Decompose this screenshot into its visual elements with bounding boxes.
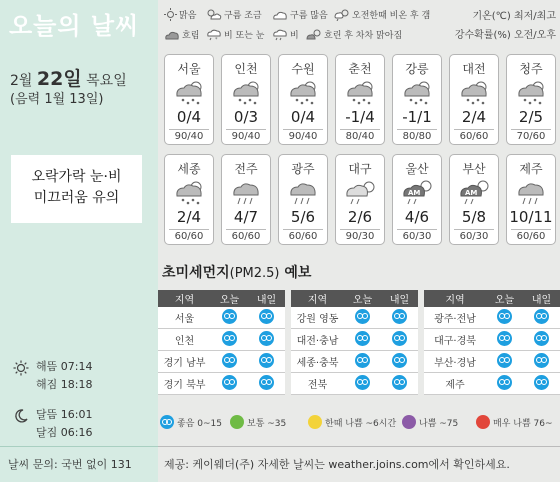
svg-text:AM: AM <box>408 189 421 197</box>
legend-item <box>164 8 196 21</box>
page-title: 오늘의 날씨 <box>9 12 140 40</box>
city-card <box>449 154 499 245</box>
am-rain-icon <box>459 178 491 206</box>
city-rain-probability: 90/40 <box>231 131 261 142</box>
good-face-icon <box>534 353 549 368</box>
pm-table-column <box>291 290 418 395</box>
good-face-icon <box>259 353 274 368</box>
city-temperature: -1/4 <box>345 108 375 126</box>
pm-head-region: 지역 <box>445 295 465 306</box>
bad-face-icon <box>402 415 416 429</box>
weather-notice <box>11 155 142 223</box>
moonset-time: 06:16 <box>60 426 93 439</box>
good-face-icon <box>497 375 512 390</box>
legend-item <box>306 28 402 41</box>
bad-short-face-icon <box>308 415 322 429</box>
divider <box>340 229 380 230</box>
divider <box>283 129 323 130</box>
pm-legend-item <box>230 415 286 429</box>
snow-cloud-icon <box>231 78 263 106</box>
divider <box>511 129 551 130</box>
divider <box>226 229 266 230</box>
pm-table-column <box>424 290 560 395</box>
legend-few-clouds: 구름 조금 <box>224 11 262 21</box>
legend-item <box>334 8 430 21</box>
legend-item <box>272 28 299 41</box>
good-face-icon <box>222 309 237 324</box>
pm-table-row <box>291 351 418 373</box>
pm-legend-bad: 나쁨 ~75 <box>419 418 459 429</box>
divider <box>397 229 437 230</box>
sunrise-time: 07:14 <box>60 360 93 373</box>
city-card <box>506 154 556 245</box>
date-day: 22일 <box>36 68 82 90</box>
city-name: 울산 <box>405 162 429 176</box>
snow-cloud-icon <box>345 78 377 106</box>
city-rain-probability: 60/30 <box>402 231 432 242</box>
legend-am-rain-clear: 오전한때 비온 후 갬 <box>352 11 431 21</box>
pm-head-today: 오늘 <box>352 295 373 306</box>
city-name: 제주 <box>519 162 543 176</box>
city-temperature: 4/7 <box>233 208 259 226</box>
good-face-icon <box>259 331 274 346</box>
city-rain-probability: 60/60 <box>459 131 489 142</box>
good-face-icon <box>355 375 370 390</box>
good-face-icon <box>392 353 407 368</box>
pm-legend-item <box>476 415 553 429</box>
svg-text:*: * <box>215 37 218 41</box>
city-card <box>278 54 328 145</box>
pm-legend-item <box>402 415 458 429</box>
city-rain-probability: 90/40 <box>174 131 204 142</box>
pm-table-row <box>291 373 418 395</box>
legend-item <box>206 28 265 41</box>
legend-sunny: 맑음 <box>179 11 197 21</box>
city-card <box>335 54 385 145</box>
good-face-icon <box>497 353 512 368</box>
pm-region: 대구·경북 <box>434 336 476 347</box>
pm-table-header <box>291 290 418 307</box>
pm-legend-very-bad: 매우 나쁨 76~ <box>493 418 553 429</box>
pm-head-region: 지역 <box>174 295 195 306</box>
legend-many-clouds: 구름 많음 <box>290 11 328 21</box>
good-face-icon <box>534 309 549 324</box>
city-card <box>221 154 271 245</box>
good-face-icon <box>222 353 237 368</box>
city-rain-probability: 80/40 <box>345 131 375 142</box>
pm-head-tomorrow: 내일 <box>389 295 410 306</box>
city-temperature: 2/4 <box>461 108 487 126</box>
pm-table-column <box>158 290 285 395</box>
city-card <box>278 154 328 245</box>
city-name: 서울 <box>177 62 201 76</box>
left-panel <box>0 0 158 482</box>
pm-region: 경기 남부 <box>163 358 206 369</box>
pm-head-today: 오늘 <box>219 295 240 306</box>
cloudy-then-clear-icon <box>306 28 322 41</box>
lunar-date: (음력 1월 13일) <box>10 92 104 107</box>
snow-cloud-icon <box>288 78 320 106</box>
mostly-cloudy-icon <box>272 8 288 21</box>
divider <box>283 229 323 230</box>
very-bad-face-icon <box>476 415 490 429</box>
good-face-icon <box>259 375 274 390</box>
city-card <box>164 54 214 145</box>
notice-line-2: 미끄러움 유의 <box>33 190 120 206</box>
am-rain-icon <box>402 178 434 206</box>
pm-region: 부산·경남 <box>434 358 476 369</box>
city-temperature: 10/11 <box>509 208 553 226</box>
source-credit: 제공: 케이웨더(주) 자세한 날씨는 weather.joins.com에서 확인하세요. <box>158 446 560 482</box>
sunset-time: 18:18 <box>60 378 93 391</box>
divider <box>511 229 551 230</box>
good-face-icon <box>222 375 237 390</box>
city-name: 강릉 <box>405 62 429 76</box>
divider <box>169 229 209 230</box>
city-card <box>221 54 271 145</box>
rain-probability-unit: 강수확률(%) 오전/오후 <box>454 30 556 41</box>
city-temperature: 0/4 <box>176 108 202 126</box>
pm-legend-normal: 보통 ~35 <box>247 418 287 429</box>
snow-cloud-icon <box>402 78 434 106</box>
pm-table-row <box>158 373 285 395</box>
normal-face-icon <box>230 415 244 429</box>
city-name: 대전 <box>462 62 486 76</box>
cloudy-icon <box>164 28 180 41</box>
snow-cloud-icon <box>174 178 206 206</box>
legend-item <box>164 28 199 41</box>
pm-table-header <box>158 290 285 307</box>
city-name: 수원 <box>291 62 315 76</box>
good-face-icon <box>497 309 512 324</box>
good-face-icon <box>497 331 512 346</box>
divider <box>454 229 494 230</box>
city-name: 춘천 <box>348 62 372 76</box>
city-rain-probability: 90/30 <box>345 231 375 242</box>
date-weekday: 목요일 <box>86 73 127 89</box>
good-face-icon <box>534 375 549 390</box>
city-rain-probability: 60/60 <box>516 231 546 242</box>
moon-icon <box>13 408 29 424</box>
good-face-icon <box>392 375 407 390</box>
good-face-icon <box>160 415 174 429</box>
sunny-icon <box>164 8 177 21</box>
city-rain-probability: 70/60 <box>516 131 546 142</box>
city-temperature: 5/8 <box>461 208 487 226</box>
pm-head-today: 오늘 <box>494 295 515 306</box>
temperature-unit: 기온(℃) 최저/최고 <box>472 11 556 22</box>
legend-item <box>206 8 262 21</box>
city-name: 청주 <box>519 62 543 76</box>
pm-region: 인천 <box>174 336 195 347</box>
pm-table-row <box>424 373 560 395</box>
good-face-icon <box>534 331 549 346</box>
pm-table-row <box>424 307 560 329</box>
pm-table-row <box>424 351 560 373</box>
rain-cloud-icon <box>231 178 263 206</box>
good-face-icon <box>355 331 370 346</box>
pm-table-row <box>158 329 285 351</box>
divider <box>340 129 380 130</box>
city-name: 부산 <box>462 162 486 176</box>
city-rain-probability: 60/30 <box>459 231 489 242</box>
snow-cloud-icon <box>516 78 548 106</box>
partly-cloudy-icon <box>206 8 222 21</box>
moonrise-label: 달뜸 <box>36 408 58 421</box>
pm-title-main: 초미세먼지 <box>162 265 230 281</box>
city-name: 광주 <box>291 162 315 176</box>
moonset-label: 달짐 <box>36 426 58 439</box>
good-face-icon <box>259 309 274 324</box>
pm-title-unit: (PM2.5) <box>229 266 280 281</box>
pm-region: 제주 <box>445 380 465 391</box>
city-temperature: 0/4 <box>290 108 316 126</box>
right-panel <box>158 0 560 482</box>
good-face-icon <box>222 331 237 346</box>
sun-times <box>14 358 92 394</box>
pm-legend-good: 좋음 0~15 <box>177 418 222 429</box>
pm-region: 서울 <box>174 314 195 325</box>
pm-table-row <box>291 307 418 329</box>
city-temperature: -1/1 <box>402 108 432 126</box>
divider <box>397 129 437 130</box>
city-name: 인천 <box>234 62 258 76</box>
pm-region: 전북 <box>307 380 328 391</box>
moonrise-time: 16:01 <box>60 408 93 421</box>
pm-table-row <box>158 351 285 373</box>
snow-cloud-icon <box>459 78 491 106</box>
city-rain-probability: 60/60 <box>288 231 318 242</box>
sunrise-label: 해뜸 <box>36 360 58 373</box>
city-temperature: 2/6 <box>347 208 373 226</box>
city-card <box>392 54 442 145</box>
pm-table-row <box>291 329 418 351</box>
city-rain-probability: 60/60 <box>231 231 261 242</box>
city-name: 대구 <box>348 162 372 176</box>
city-rain-probability: 80/80 <box>402 131 432 142</box>
notice-line-1: 오락가락 눈·비 <box>31 169 122 185</box>
city-card <box>506 54 556 145</box>
legend-rain-or-snow: 비 또는 눈 <box>224 31 265 41</box>
moon-times <box>14 406 92 442</box>
legend-item <box>272 8 328 21</box>
pm-legend-item <box>160 415 222 429</box>
pm-table-row <box>424 329 560 351</box>
good-face-icon <box>392 309 407 324</box>
city-card <box>449 54 499 145</box>
city-name: 전주 <box>234 162 258 176</box>
pm-region: 세종·충북 <box>296 358 339 369</box>
date <box>10 64 127 91</box>
legend-overcast: 흐림 <box>182 31 200 41</box>
snow-cloud-icon <box>174 78 206 106</box>
legend-rain: 비 <box>290 31 299 41</box>
date-month: 2월 <box>10 73 33 89</box>
rain-then-sun-icon <box>345 178 377 206</box>
city-temperature: 0/3 <box>233 108 259 126</box>
pm-legend-bad-short: 한때 나쁨 ~6시간 <box>325 418 397 429</box>
pm-head-tomorrow: 내일 <box>256 295 277 306</box>
city-temperature: 2/5 <box>518 108 544 126</box>
city-card <box>164 154 214 245</box>
city-temperature: 2/4 <box>176 208 202 226</box>
pm-region: 광주·전남 <box>434 314 476 325</box>
pm-title <box>162 262 311 282</box>
legend-cloudy-clearing: 흐린 후 차차 맑아짐 <box>324 31 403 41</box>
city-card <box>335 154 385 245</box>
pm-head-region: 지역 <box>307 295 328 306</box>
rain-cloud-icon <box>516 178 548 206</box>
divider <box>226 129 266 130</box>
pm-head-tomorrow: 내일 <box>531 295 552 306</box>
good-face-icon <box>355 309 370 324</box>
divider <box>454 129 494 130</box>
city-rain-probability: 90/40 <box>288 131 318 142</box>
pm-table-row <box>158 307 285 329</box>
city-rain-probability: 60/60 <box>174 231 204 242</box>
sunset-label: 해짐 <box>36 378 58 391</box>
pm-region: 대전·충남 <box>296 336 339 347</box>
rain-then-clear-icon <box>334 8 350 21</box>
svg-text:AM: AM <box>465 189 478 197</box>
pm-region: 강원 영동 <box>296 314 339 325</box>
rain-cloud-icon <box>288 178 320 206</box>
pm-table-header <box>424 290 560 307</box>
city-temperature: 5/6 <box>290 208 316 226</box>
divider <box>169 129 209 130</box>
weather-inquiry: 날씨 문의: 국번 없이 131 <box>0 446 158 482</box>
pm-region: 경기 북부 <box>163 380 206 391</box>
good-face-icon <box>392 331 407 346</box>
sun-icon <box>13 360 29 376</box>
pm-title-suffix: 예보 <box>284 265 312 281</box>
rain-or-snow-icon <box>206 28 222 41</box>
good-face-icon <box>355 353 370 368</box>
rain-icon <box>272 28 288 41</box>
city-card <box>392 154 442 245</box>
pm-legend-item <box>308 415 396 429</box>
city-temperature: 4/6 <box>404 208 430 226</box>
city-name: 세종 <box>177 162 201 176</box>
